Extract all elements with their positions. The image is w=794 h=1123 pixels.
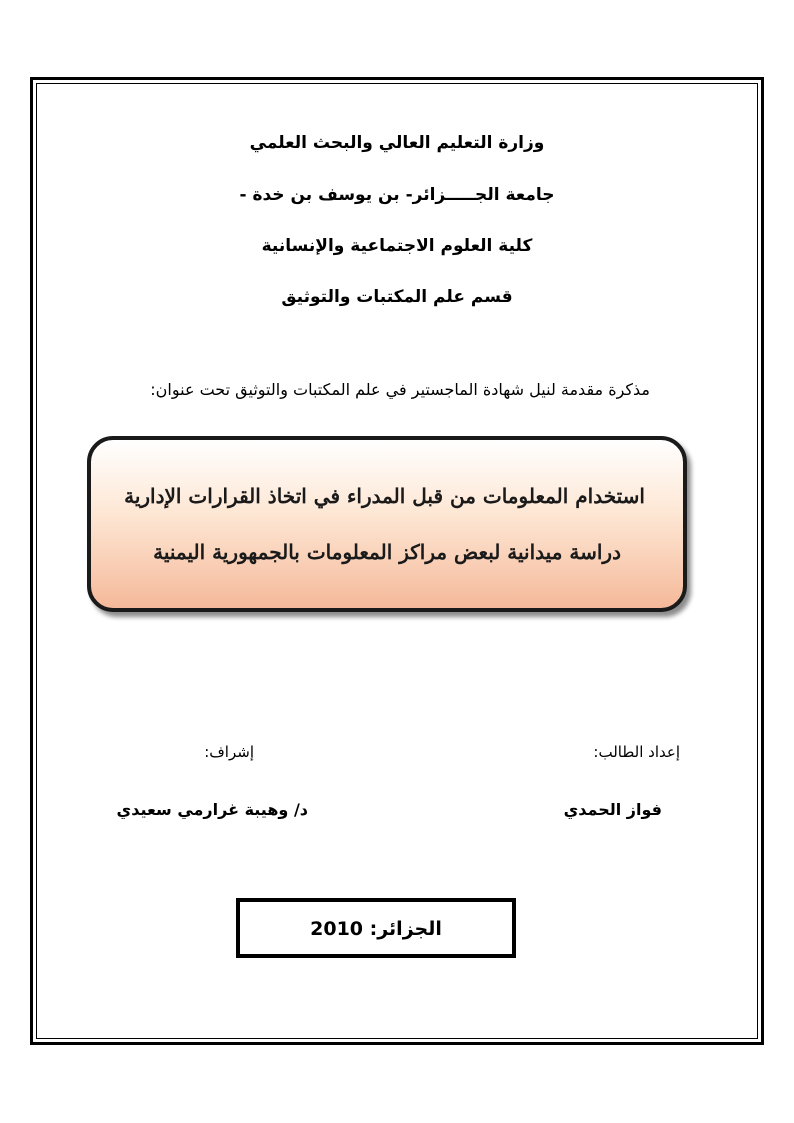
thesis-subtitle: دراسة ميدانية لبعض مراكز المعلومات بالجمهورية اليمنية [153, 540, 621, 564]
place-year: الجزائر: 2010 [310, 918, 442, 940]
place-year-box [236, 898, 516, 958]
thesis-intro: مذكرة مقدمة لنيل شهادة الماجستير في علم المكتبات والتوثيق تحت عنوان: [150, 380, 650, 399]
student-label: إعداد الطالب: [593, 743, 680, 761]
thesis-title: استخدام المعلومات من قبل المدراء في اتخاذ القرارات الإدارية [124, 484, 645, 508]
ministry-heading: وزارة التعليم العالي والبحث العلمي [249, 133, 545, 153]
university-heading: جامعة الجـــــزائر- بن يوسف بن خدة - [239, 185, 555, 205]
department-heading: قسم علم المكتبات والتوثيق [281, 287, 513, 307]
supervisor-name: د/ وهيبة غرارمي سعيدي [116, 800, 308, 819]
student-name: فواز الحمدي [563, 800, 662, 819]
supervisor-label: إشراف: [204, 743, 254, 761]
thesis-title-box [87, 436, 687, 612]
faculty-heading: كلية العلوم الاجتماعية والإنسانية [261, 236, 533, 256]
